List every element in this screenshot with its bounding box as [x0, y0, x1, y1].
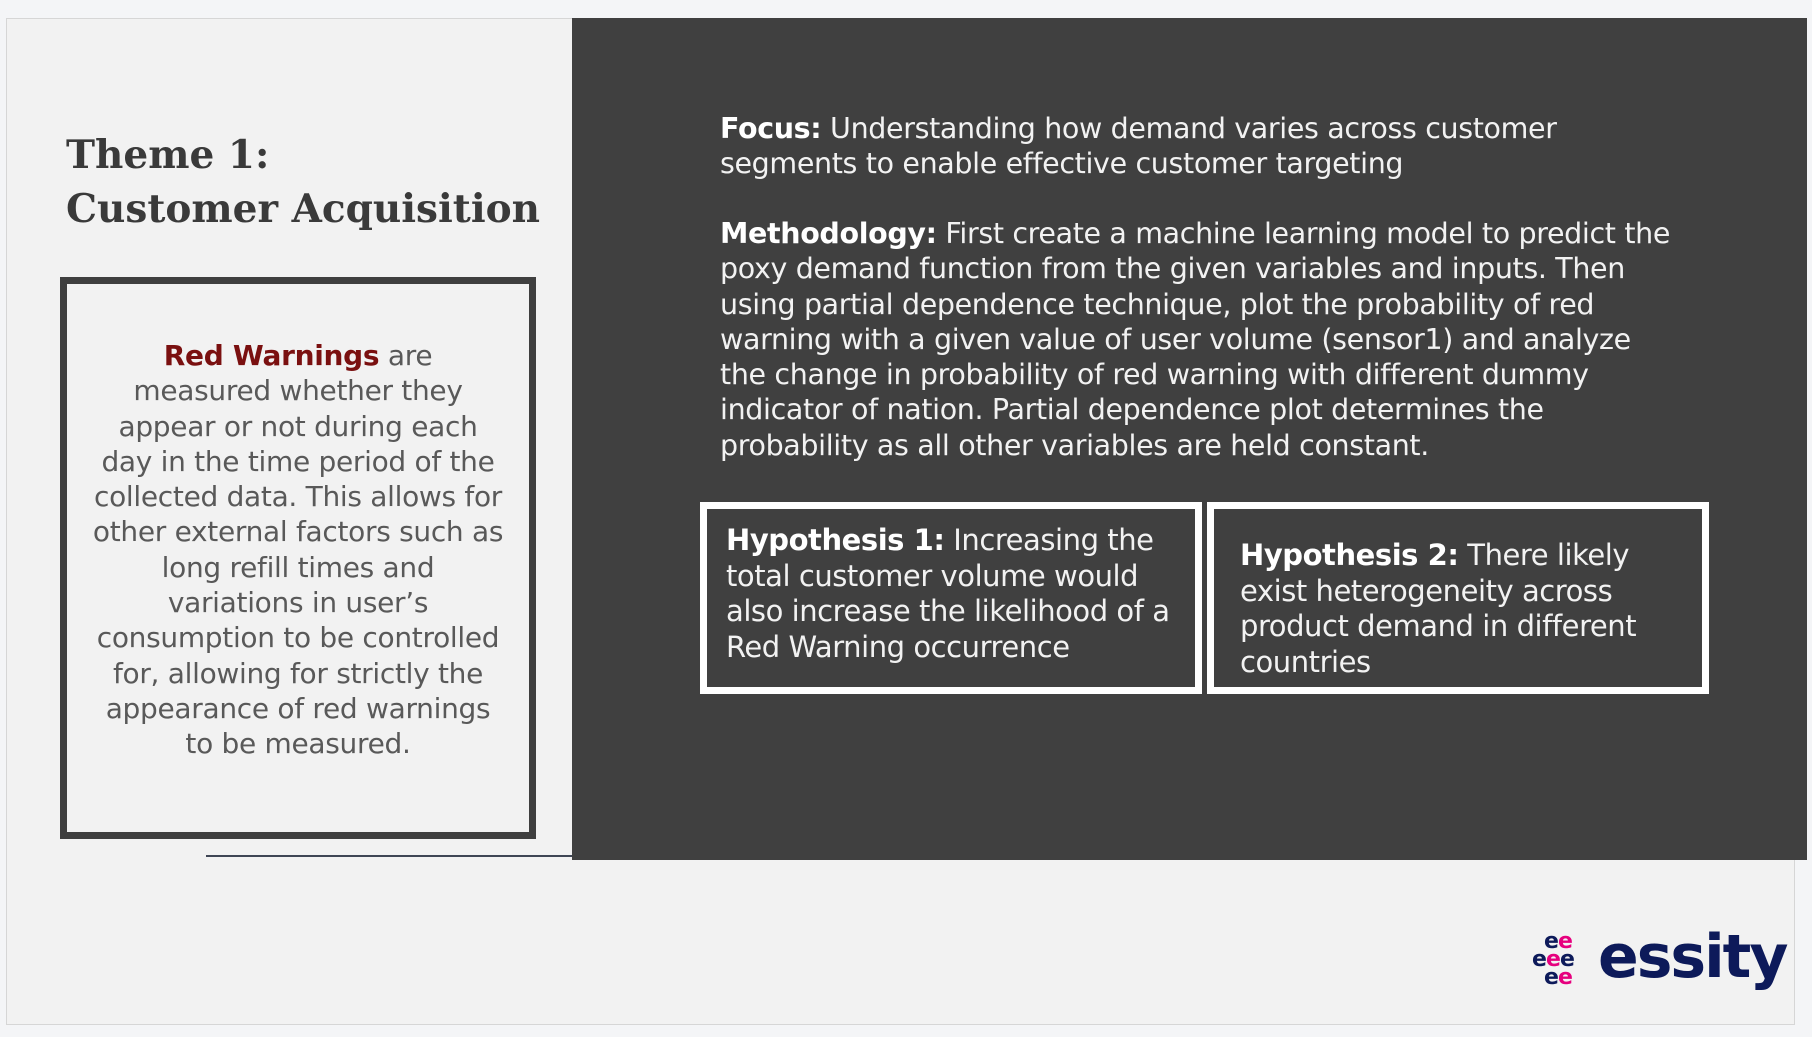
focus-paragraph — [720, 111, 1680, 182]
essity-logo-mark-icon — [1530, 930, 1588, 994]
svg-text:e: e — [1544, 965, 1559, 990]
red-warnings-highlight: Red Warnings — [163, 339, 380, 372]
hypothesis-2-text-block — [1240, 538, 1690, 680]
hypothesis-2-box — [1207, 502, 1709, 694]
red-warnings-box — [60, 277, 536, 839]
hypothesis-1-label: Hypothesis 1: — [726, 523, 945, 557]
methodology-label: Methodology: — [720, 217, 937, 250]
svg-text:e: e — [1546, 947, 1561, 972]
divider-line — [206, 855, 572, 857]
svg-text:e: e — [1544, 930, 1559, 954]
svg-text:e: e — [1558, 930, 1573, 954]
hypothesis-1-text: Increasing the total customer volume would also increase the likelihood of a Red Warning occurrence — [726, 523, 1170, 664]
hypothesis-2-text: There likely exist heterogeneity across product demand in different countries — [1240, 538, 1637, 679]
focus-text: Understanding how demand varies across customer segments to enable effective customer targeting — [720, 112, 1557, 181]
methodology-paragraph — [720, 216, 1680, 463]
svg-text:e: e — [1532, 947, 1547, 972]
essity-wordmark: essity — [1598, 922, 1787, 992]
hypothesis-1-box — [700, 502, 1202, 694]
svg-text:e: e — [1560, 947, 1575, 972]
hypothesis-2-label: Hypothesis 2: — [1240, 538, 1459, 572]
hypothesis-1-text-block — [726, 523, 1183, 665]
svg-text:e: e — [1558, 965, 1573, 990]
methodology-text: First create a machine learning model to predict the poxy demand function from the given variables and inputs. Then using partial dependence technique, plot the probability of red warning with a given value of user volume (sensor1) and analyze the change in probability of red warning with different dummy indicator of nation. Partial dependence plot determines the probability as all other variables are held constant. — [720, 217, 1671, 462]
red-warnings-text: are measured whether they appear or not during each day in the time period of the collected data. This allows for other external factors such as long refill times and variations in user’s consumption to be controlled for, allowing for strictly the appearance of red warnings to be measured. — [92, 339, 504, 761]
focus-label: Focus: — [720, 112, 822, 145]
red-warnings-description — [91, 338, 505, 762]
theme-title — [66, 128, 566, 236]
theme-title-line-1: Theme 1: — [66, 132, 270, 178]
essity-logo — [1530, 922, 1787, 1000]
theme-title-line-2: Customer Acquisition — [66, 186, 540, 232]
